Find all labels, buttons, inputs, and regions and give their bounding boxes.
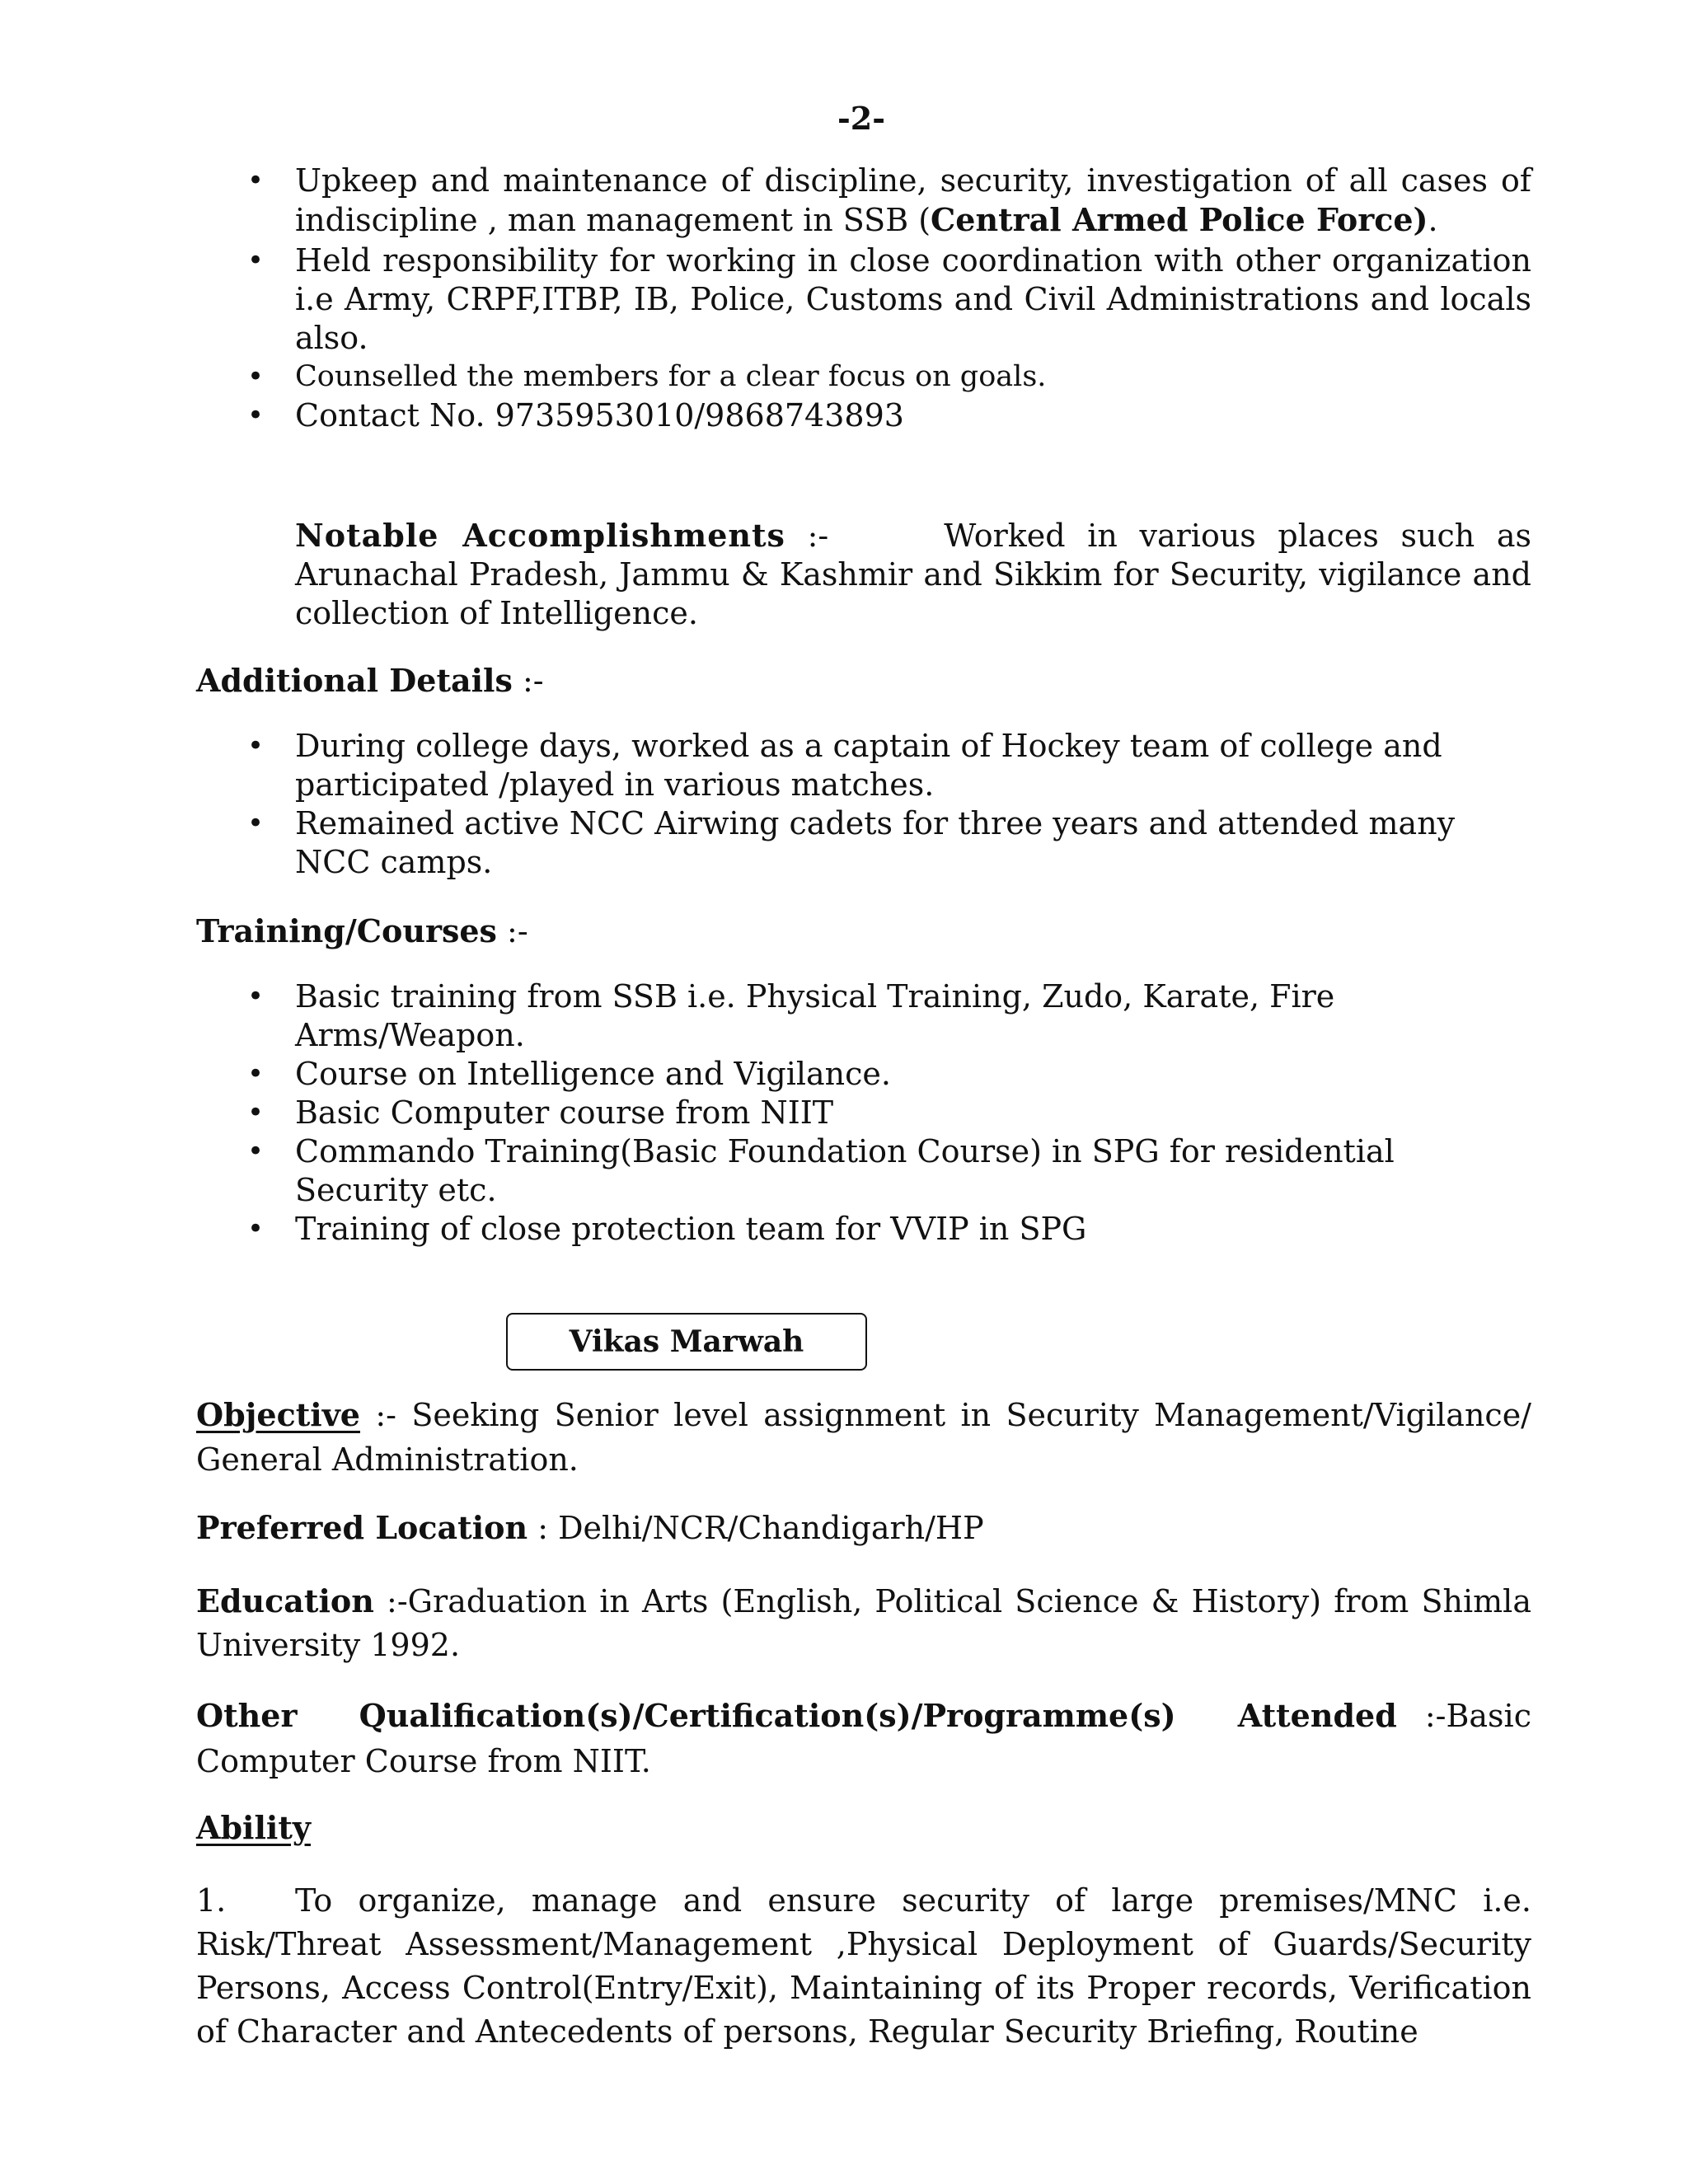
- training-heading: Training/Courses :-: [196, 912, 528, 949]
- notable-heading: Notable Accomplishments: [295, 517, 785, 554]
- other-qualification-text: :-Basic Computer Course from NIIT.: [196, 1698, 1531, 1779]
- other-qualification-label: Other Qualification(s)/Certification(s)/Programme(s) Attended: [196, 1697, 1397, 1734]
- objective: [196, 1393, 1531, 1482]
- list-item: • Upkeep and maintenance of discipline, security, investigation of all cases of indiscipline , man management in SSB (Central Armed Police Force).: [196, 162, 1531, 240]
- training-list: [196, 977, 1432, 1249]
- education: [196, 1579, 1531, 1667]
- list-item: • Remained active NCC Airwing cadets for three years and attended many NCC camps.: [196, 804, 1531, 882]
- page-number: -2-: [837, 100, 885, 137]
- ability-item-number: 1.: [196, 1882, 227, 1919]
- list-item: • Held responsibility for working in close coordination with other organization i.e Army, CRPF,ITBP, IB, Police, Customs and Civil Administrations and locals also.: [196, 241, 1531, 358]
- notable-text: Worked in various places such as Arunachal Pradesh, Jammu & Kashmir and Sikkim for Security, vigilance and collection of Intelligence.: [295, 518, 1531, 631]
- list-item: • Basic Computer course from NIIT: [196, 1094, 1432, 1132]
- objective-text: :- Seeking Senior level assignment in Security Management/Vigilance/ General Administration.: [196, 1397, 1531, 1478]
- list-item: • During college days, worked as a captain of Hockey team of college and participated /played in various matches.: [196, 727, 1531, 804]
- ability-heading: Ability: [196, 1809, 311, 1846]
- list-item: • Contact No. 9735953010/9868743893: [196, 396, 1531, 435]
- notable-accomplishments: Notable Accomplishments :- Worked in various places such as Arunachal Pradesh, Jammu & Kashmir and Sikkim for Security, vigilance and collection of Intelligence.: [295, 517, 1531, 631]
- list-item: • Basic training from SSB i.e. Physical Training, Zudo, Karate, Fire Arms/Weapon.: [196, 977, 1432, 1055]
- preferred-location: [196, 1508, 1531, 1548]
- other-qualification: [196, 1693, 1531, 1784]
- name-box: Vikas Marwah: [506, 1313, 867, 1371]
- list-item: • Counselled the members for a clear focus on goals.: [196, 358, 1531, 396]
- education-text: :-Graduation in Arts (English, Political Science & History) from Shimla University 1992.: [196, 1583, 1531, 1663]
- objective-label: Objective: [196, 1396, 360, 1433]
- preferred-location-label: Preferred Location: [196, 1509, 528, 1546]
- responsibilities-list: [196, 162, 1531, 435]
- ability-item: [196, 1879, 1531, 2054]
- list-item: • Course on Intelligence and Vigilance.: [196, 1055, 1432, 1094]
- ability-item-text: To organize, manage and ensure security of large premises/MNC i.e. Risk/Threat Assessment/Management ,Physical Deployment of Guards/Security Persons, Access Control(Entry/Exit), Maintaining of its Proper records, Verification of Character and Antecedents of persons, Regular Security Briefing, Routine: [196, 1882, 1531, 2050]
- additional-details-list: [196, 727, 1531, 882]
- additional-details-heading: Additional Details :-: [196, 662, 544, 699]
- education-label: Education: [196, 1582, 374, 1619]
- preferred-location-text: : Delhi/NCR/Chandigarh/HP: [528, 1510, 984, 1546]
- list-item: • Training of close protection team for VVIP in SPG: [196, 1210, 1432, 1249]
- list-item: • Commando Training(Basic Foundation Course) in SPG for residential Security etc.: [196, 1132, 1432, 1210]
